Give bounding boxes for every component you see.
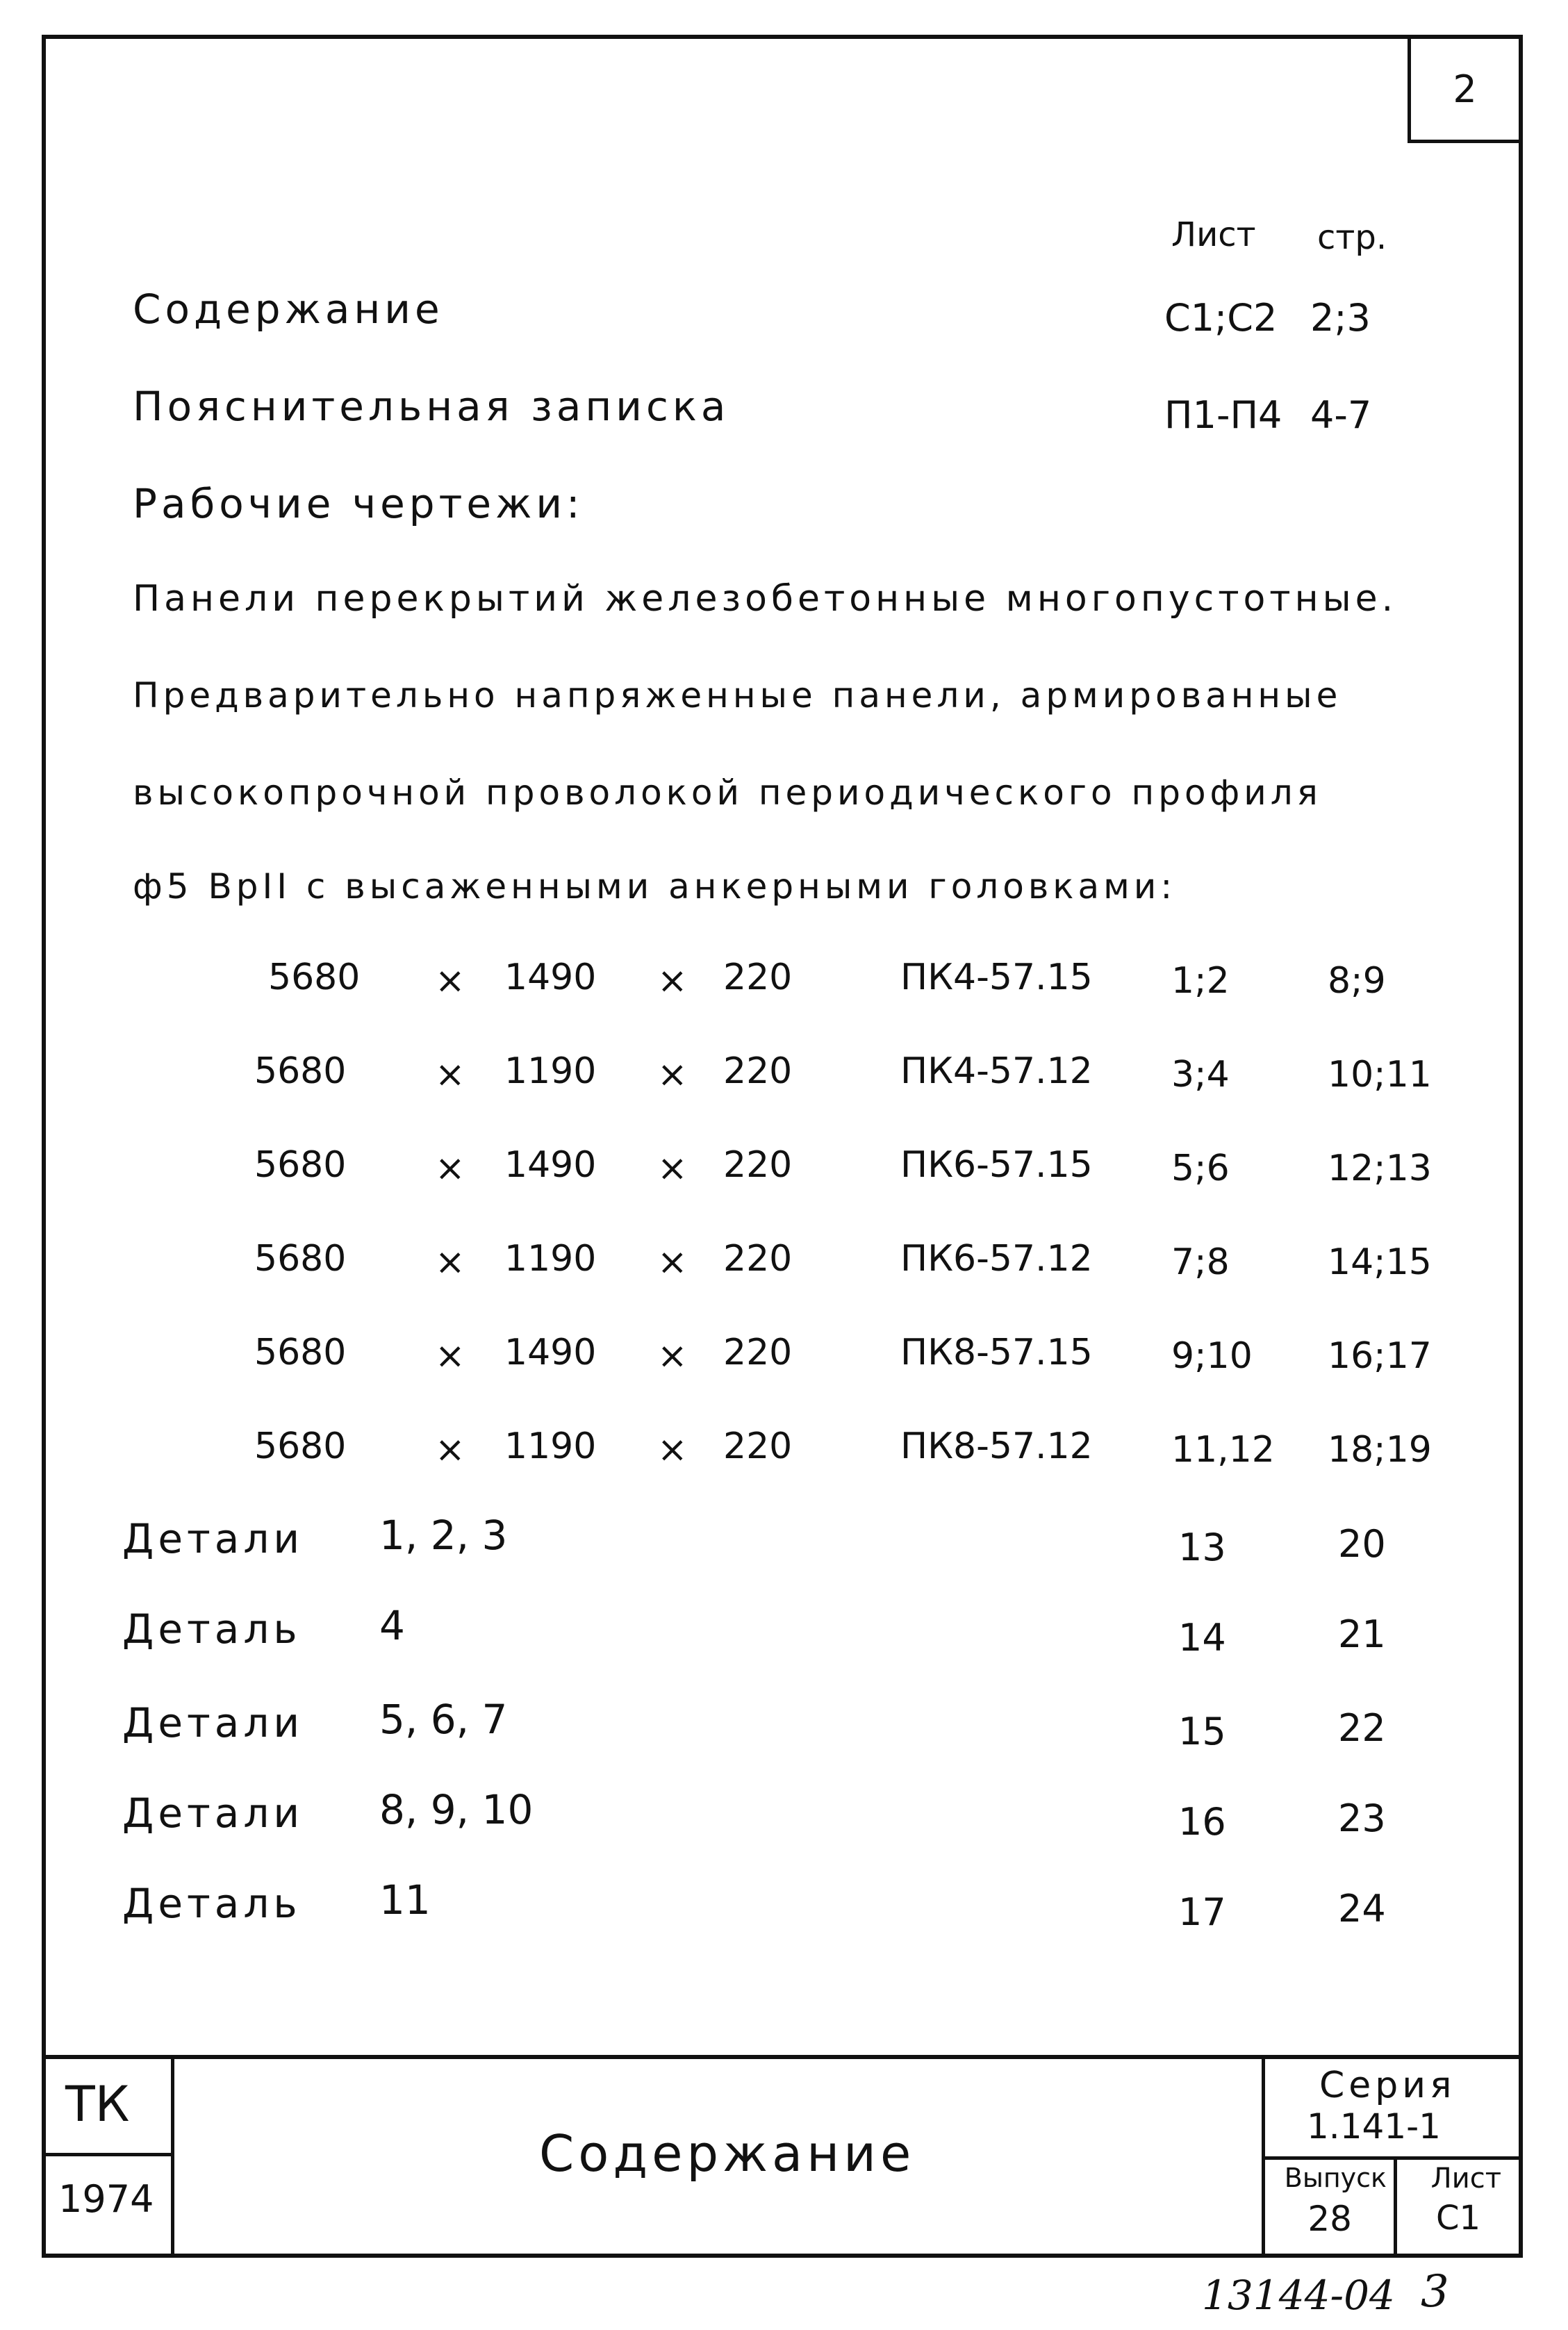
times-sign: × [435,1054,465,1096]
archive-number: 13144-04 [1202,2272,1395,2319]
desc-line-2: Предварительно напряженные панели, армированные [133,675,1342,716]
times-sign: × [657,1429,688,1471]
detail-numbers: 8, 9, 10 [379,1786,534,1833]
org-code: ТК [65,2076,130,2133]
detail-page: 20 [1338,1522,1386,1566]
panel-mark: ПК8-57.12 [900,1426,1093,1467]
detail-page: 22 [1338,1706,1386,1750]
panel-height: 220 [723,1426,793,1467]
detail-label: Детали [122,1515,304,1562]
times-sign: × [435,1241,465,1283]
panel-sheet: 11,12 [1171,1429,1275,1471]
panel-width: 1190 [504,1238,597,1280]
panel-sheet: 7;8 [1171,1241,1230,1283]
divider [1394,2156,1397,2254]
sheet-value: С1 [1435,2199,1480,2238]
detail-label: Деталь [122,1880,302,1927]
detail-page: 23 [1338,1796,1386,1840]
panel-mark: ПК6-57.15 [900,1144,1093,1186]
panel-page: 8;9 [1328,960,1386,1002]
detail-label: Деталь [122,1605,302,1653]
panel-mark: ПК4-57.15 [900,957,1093,998]
title-block-left [46,2059,174,2254]
detail-sheet: 14 [1178,1616,1226,1660]
detail-sheet: 16 [1178,1800,1226,1844]
entry-note-sheet: П1-П4 [1164,393,1282,437]
page-number-box [1408,39,1519,143]
desc-line-3: высокопрочной проволокой периодического профиля [133,772,1322,813]
panel-width: 1190 [504,1426,597,1467]
panel-length: 5680 [268,957,361,998]
sheet-label: Лист [1430,2163,1501,2195]
panel-length: 5680 [254,1426,347,1467]
panel-page: 18;19 [1328,1429,1432,1471]
times-sign: × [657,1335,688,1377]
detail-numbers: 1, 2, 3 [379,1512,508,1559]
panel-height: 220 [723,1050,793,1092]
times-sign: × [657,960,688,1002]
entry-contents-page: 2;3 [1310,296,1371,340]
title-block [46,2055,1519,2254]
panel-height: 220 [723,1144,793,1186]
panel-width: 1490 [504,957,597,998]
panel-length: 5680 [254,1050,347,1092]
drawing-frame [42,35,1523,2258]
detail-page: 21 [1338,1612,1386,1656]
detail-page: 24 [1338,1887,1386,1931]
desc-line-1: Панели перекрытий железобетонные многопустотные. [133,578,1398,620]
panel-length: 5680 [254,1238,347,1280]
year: 1974 [58,2177,154,2221]
panel-mark: ПК6-57.12 [900,1238,1093,1280]
divider [46,2153,171,2156]
panel-width: 1490 [504,1332,597,1373]
detail-sheet: 17 [1178,1890,1226,1934]
entry-note-page: 4-7 [1310,393,1372,437]
title-block-title: Содержание [539,2124,916,2183]
panel-length: 5680 [254,1332,347,1373]
series-label: Серия [1319,2065,1456,2106]
times-sign: × [657,1054,688,1096]
times-sign: × [435,960,465,1002]
panel-page: 16;17 [1328,1335,1432,1377]
entry-note-label: Пояснительная записка [133,383,730,430]
issue-label: Выпуск [1284,2163,1387,2193]
detail-numbers: 4 [379,1602,405,1649]
header-sheet: Лист [1171,215,1256,254]
panel-sheet: 1;2 [1171,960,1230,1002]
panel-mark: ПК4-57.12 [900,1050,1093,1092]
detail-numbers: 5, 6, 7 [379,1696,508,1743]
series-value: 1.141-1 [1307,2106,1441,2147]
panel-page: 14;15 [1328,1241,1432,1283]
panel-page: 12;13 [1328,1148,1432,1189]
detail-numbers: 11 [379,1876,431,1924]
panel-page: 10;11 [1328,1054,1432,1096]
entry-contents-sheet: С1;С2 [1164,296,1278,340]
header-page: стр. [1317,218,1387,257]
divider [1265,2156,1519,2160]
page-number: 2 [1453,67,1477,111]
detail-sheet: 13 [1178,1526,1226,1569]
panel-sheet: 5;6 [1171,1148,1230,1189]
times-sign: × [435,1335,465,1377]
detail-label: Детали [122,1699,304,1746]
entry-contents-label: Содержание [133,286,444,333]
panel-mark: ПК8-57.15 [900,1332,1093,1373]
detail-sheet: 15 [1178,1710,1226,1753]
panel-width: 1190 [504,1050,597,1092]
panel-sheet: 9;10 [1171,1335,1253,1377]
panel-height: 220 [723,1332,793,1373]
issue-value: 28 [1307,2199,1352,2239]
detail-label: Детали [122,1790,304,1837]
panel-sheet: 3;4 [1171,1054,1230,1096]
panel-width: 1490 [504,1144,597,1186]
working-drawings-title: Рабочие чертежи: [133,480,584,527]
footer-page-number: 3 [1421,2266,1449,2317]
panel-height: 220 [723,957,793,998]
panel-length: 5680 [254,1144,347,1186]
desc-line-4: ф5 ВрII с высаженными анкерными головками: [133,866,1177,907]
panel-height: 220 [723,1238,793,1280]
times-sign: × [435,1148,465,1189]
times-sign: × [435,1429,465,1471]
times-sign: × [657,1148,688,1189]
times-sign: × [657,1241,688,1283]
